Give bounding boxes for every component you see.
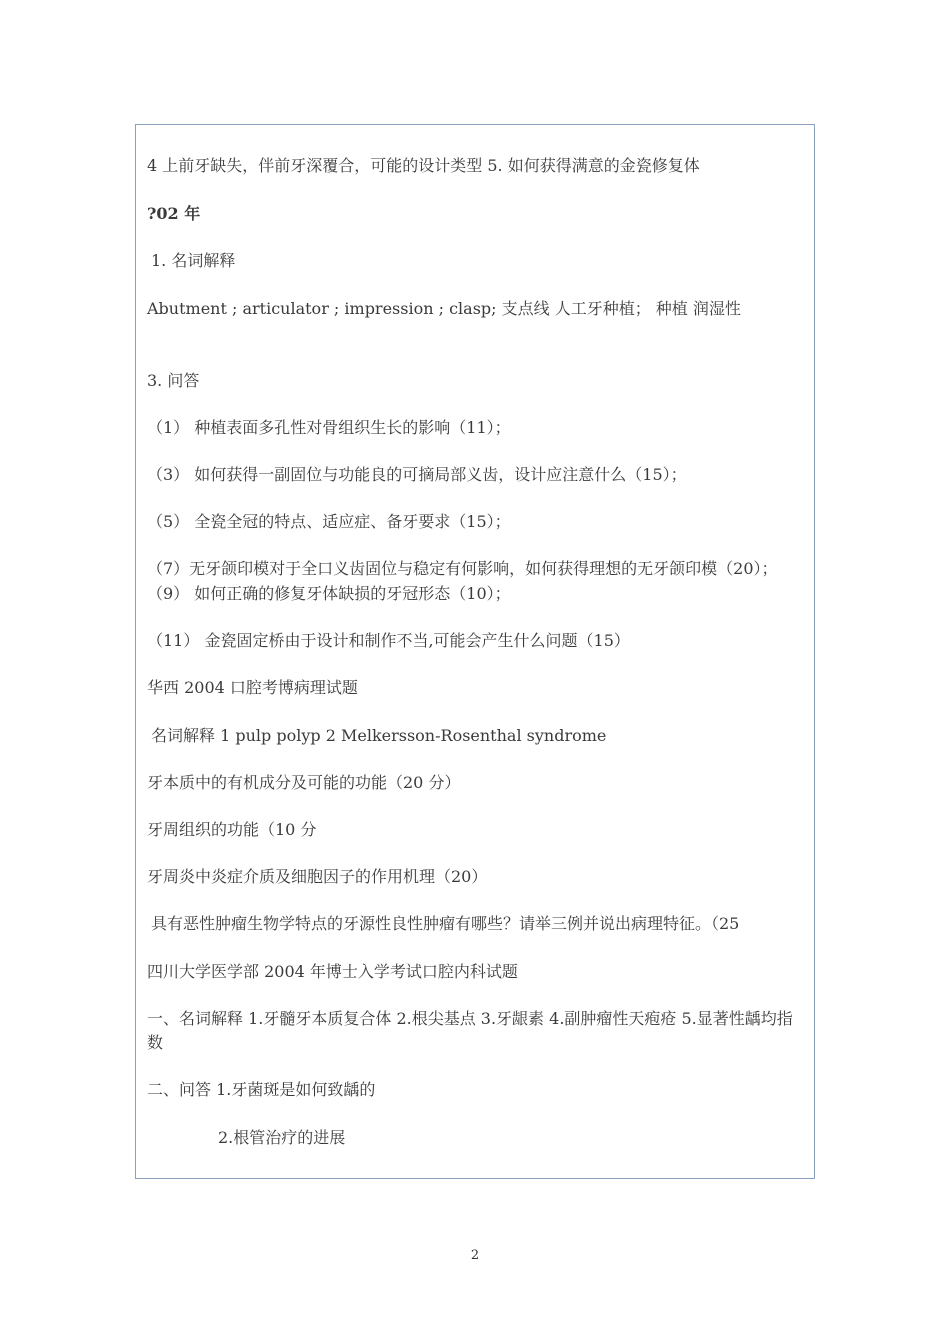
text-line-5: 3. 问答: [147, 371, 200, 390]
text-line-3: 1. 名词解释: [151, 251, 236, 270]
text-line-21: 2.根管治疗的进展: [218, 1128, 346, 1147]
text-line-11: （11） 金瓷固定桥由于设计和制作不当,可能会产生什么问题（15）: [147, 631, 630, 650]
text-line-17: 具有恶性肿瘤生物学特点的牙源性良性肿瘤有哪些？请举三例并说出病理特征。（25: [151, 914, 740, 933]
text-line-10: （9） 如何正确的修复牙体缺损的牙冠形态（10）；: [147, 584, 511, 603]
text-line-13: 名词解释 1 pulp polyp 2 Melkersson-Rosenthal syndrome: [151, 726, 607, 745]
text-line-14: 牙本质中的有机成分及可能的功能（20 分）: [147, 773, 461, 792]
text-line-7: （3） 如何获得一副固位与功能良的可摘局部义齿，设计应注意什么（15）；: [147, 465, 687, 484]
text-line-4: Abutment ; articulator ; impression ; clasp; 支点线 人工牙种植； 种植 润湿性: [147, 299, 741, 318]
text-line-19: 一、名词解释 1.牙髓牙本质复合体 2.根尖基点 3.牙龈素 4.副肿瘤性天疱疮 5.显著性龋均指数: [147, 1009, 793, 1052]
text-line-9: （7）无牙颌印模对于全口义齿固位与稳定有何影响，如何获得理想的无牙颌印模（20）；: [147, 559, 778, 578]
text-line-6: （1） 种植表面多孔性对骨组织生长的影响（11）；: [147, 418, 511, 437]
text-line-16: 牙周炎中炎症介质及细胞因子的作用机理（20）: [147, 867, 488, 886]
page-number: 2: [470, 1248, 480, 1263]
text-line-12: 华西 2004 口腔考博病理试题: [147, 678, 358, 697]
text-line-20: 二、问答 1.牙菌斑是如何致龋的: [147, 1080, 376, 1099]
text-line-8: （5） 全瓷全冠的特点、适应症、备牙要求（15）；: [147, 512, 511, 531]
section-heading-year: ?02 年: [147, 204, 201, 223]
text-line-15: 牙周组织的功能（10 分: [147, 820, 317, 839]
text-line-18: 四川大学医学部 2004 年博士入学考试口腔内科试题: [147, 962, 518, 981]
text-line-1: 4 上前牙缺失，伴前牙深覆合，可能的设计类型 5. 如何获得满意的金瓷修复体: [147, 156, 700, 175]
